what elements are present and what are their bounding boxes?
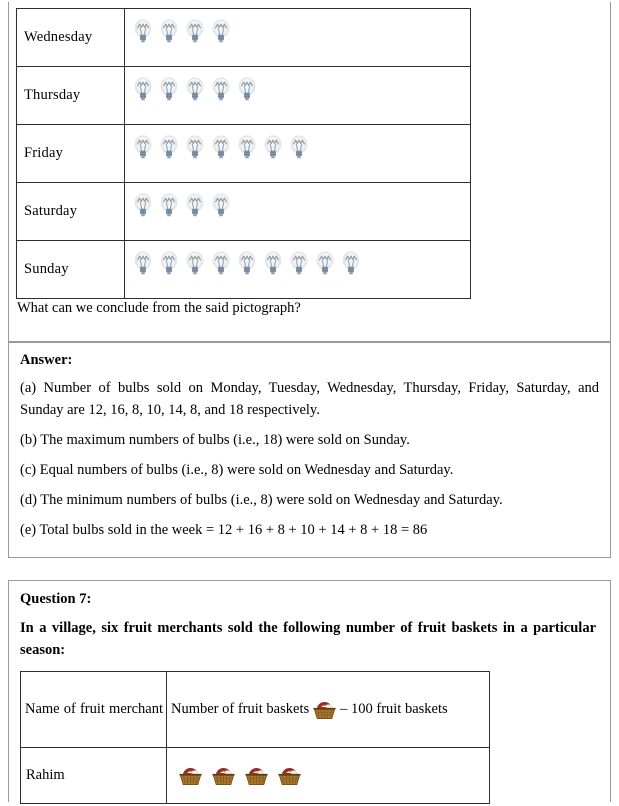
- baskets-header-cell: [167, 671, 490, 747]
- bulb-icon-group: [133, 192, 470, 222]
- baskets-header-text-before: Number of fruit baskets: [171, 701, 310, 718]
- fruit-basket-table: [20, 671, 490, 804]
- table-row: [17, 9, 471, 67]
- table-row: [17, 125, 471, 183]
- day-label-cell: Saturday: [17, 183, 125, 241]
- pictograph-table-body: [17, 9, 471, 299]
- fruit-basket-icon: [311, 696, 338, 722]
- table-row: [21, 747, 490, 803]
- bulb-icon-group: [133, 76, 470, 106]
- answer-line: (c) Equal numbers of bulbs (i.e., 8) were sold on Wednesday and Saturday.: [20, 462, 454, 479]
- baskets-header-label: [167, 696, 489, 722]
- pictograph-table: [16, 8, 471, 299]
- table-row: [17, 183, 471, 241]
- baskets-header-text-after: – 100 fruit baskets: [340, 701, 448, 718]
- answer-panel: [8, 342, 611, 558]
- answer-line: (d) The minimum numbers of bulbs (i.e., 8) were sold on Wednesday and Saturday.: [20, 492, 503, 509]
- answer-line: (e) Total bulbs sold in the week = 12 + 16 + 8 + 10 + 14 + 8 + 18 = 86: [20, 522, 428, 539]
- bulb-icons-cell: [125, 125, 471, 183]
- table-row: [17, 241, 471, 299]
- day-label-cell: Sunday: [17, 241, 125, 299]
- bulb-icons-cell: [125, 241, 471, 299]
- bulb-icon-group: [133, 250, 470, 280]
- table-header-row: [21, 671, 490, 747]
- pictograph-prompt: What can we conclude from the said pictograph?: [17, 300, 301, 316]
- bulb-icons-cell: [125, 183, 471, 241]
- day-label-cell: Wednesday: [17, 9, 125, 67]
- table-row: [17, 67, 471, 125]
- bulb-icon-group: [133, 134, 470, 164]
- basket-icons-cell: [167, 747, 490, 803]
- basket-icon-group: [167, 762, 489, 788]
- day-label-cell: Thursday: [17, 67, 125, 125]
- fruit-basket-table-body: [21, 671, 490, 803]
- question7-heading: Question 7:: [20, 591, 92, 607]
- merchant-name-cell: [21, 747, 167, 803]
- question7-statement: In a village, six fruit merchants sold the following number of fruit baskets in a particular season:: [20, 620, 596, 659]
- merchant-header-cell: [21, 671, 167, 747]
- bulb-icon-group: [133, 18, 470, 48]
- answer-heading: Answer:: [20, 352, 73, 368]
- bulb-icons-cell: [125, 9, 471, 67]
- bulb-icons-cell: [125, 67, 471, 125]
- merchant-name-label: Rahim: [26, 766, 65, 783]
- question7-panel: [8, 580, 611, 802]
- answer-line: (a) Number of bulbs sold on Monday, Tuesday, Wednesday, Thursday, Friday, Saturday, and Sunday are 12, 16, 8, 10, 14, 8, and 18 respectively.: [20, 380, 599, 419]
- day-label-cell: Friday: [17, 125, 125, 183]
- merchant-header-label: Name of fruit merchant: [25, 700, 163, 717]
- answer-line: (b) The maximum numbers of bulbs (i.e., 18) were sold on Sunday.: [20, 432, 410, 449]
